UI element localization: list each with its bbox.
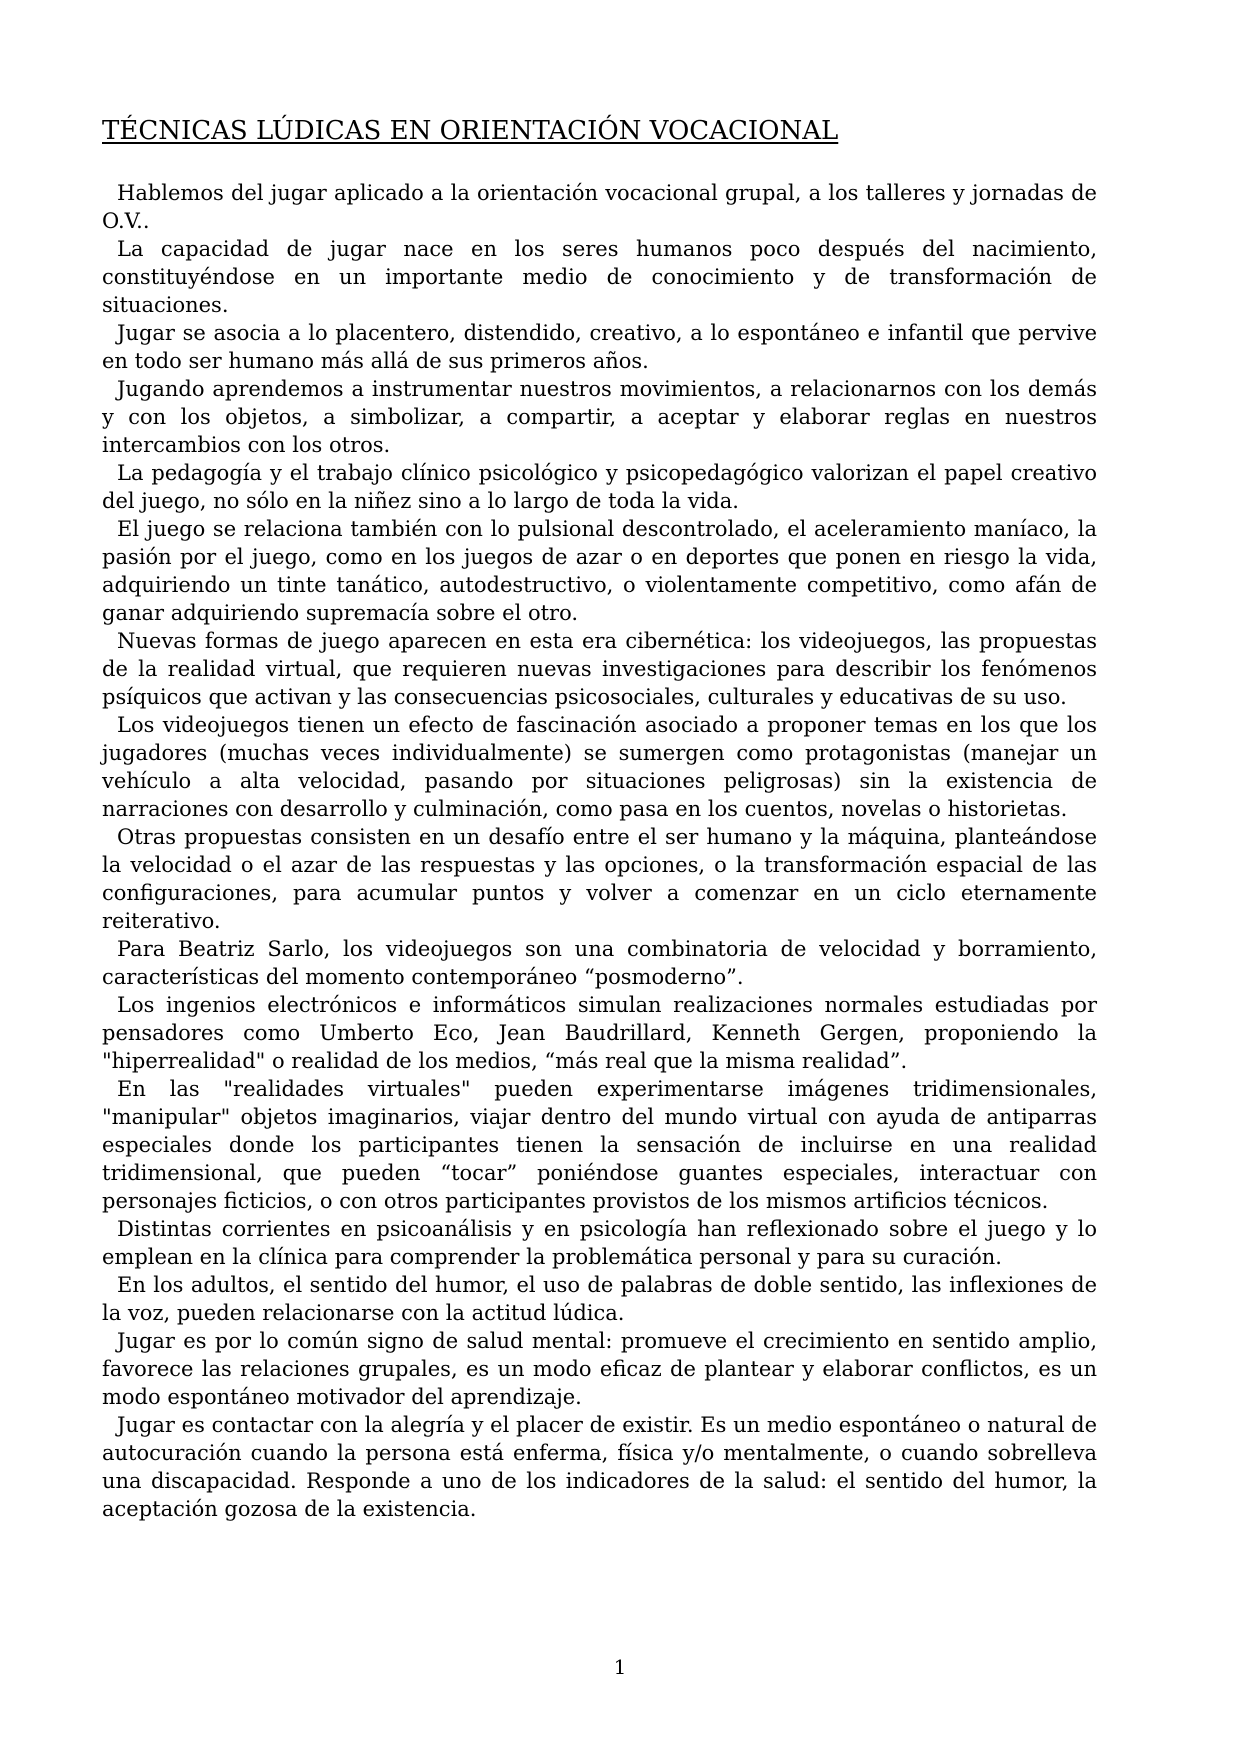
paragraph: Jugando aprendemos a instrumentar nuestros movimientos, a relacionarnos con los demás y con los objetos, a simbolizar, a compartir, a aceptar y elaborar reglas en nuestros intercambios con los otros. xyxy=(102,377,1097,457)
page-number: 1 xyxy=(613,1655,627,1679)
paragraph: En los adultos, el sentido del humor, el uso de palabras de doble sentido, las inflexiones de la voz, pueden relacionarse con la actitud lúdica. xyxy=(102,1273,1097,1325)
page-title: TÉCNICAS LÚDICAS EN ORIENTACIÓN VOCACIONAL xyxy=(102,116,839,146)
paragraph: En las "realidades virtuales" pueden experimentarse imágenes tridimensionales, "manipular" objetos imaginarios, viajar dentro del mundo virtual con ayuda de antiparras especiales donde los participantes tienen la sensación de incluirse en una realidad tridimensional, que pueden “tocar” poniéndose guantes especiales, interactuar con personajes ficticios, o con otros participantes provistos de los mismos artificios técnicos. xyxy=(102,1077,1097,1213)
paragraph: Jugar es por lo común signo de salud mental: promueve el crecimiento en sentido amplio, favorece las relaciones grupales, es un modo eficaz de plantear y elaborar conflictos, es un modo espontáneo motivador del aprendizaje. xyxy=(102,1329,1097,1409)
paragraph: Distintas corrientes en psicoanálisis y en psicología han reflexionado sobre el juego y lo emplean en la clínica para comprender la problemática personal y para su curación. xyxy=(102,1217,1097,1269)
paragraph: Para Beatriz Sarlo, los videojuegos son una combinatoria de velocidad y borramiento, características del momento contemporáneo “posmoderno”. xyxy=(102,937,1097,989)
paragraph: El juego se relaciona también con lo pulsional descontrolado, el aceleramiento maníaco, la pasión por el juego, como en los juegos de azar o en deportes que ponen en riesgo la vida, adquiriendo un tinte tanático, autodestructivo, o violentamente competitivo, como afán de ganar adquiriendo supremacía sobre el otro. xyxy=(102,517,1097,625)
paragraph: Nuevas formas de juego aparecen en esta era cibernética: los videojuegos, las propuestas de la realidad virtual, que requieren nuevas investigaciones para describir los fenómenos psíquicos que activan y las consecuencias psicosociales, culturales y educativas de su uso. xyxy=(102,629,1097,709)
paragraph: La pedagogía y el trabajo clínico psicológico y psicopedagógico valorizan el papel creativo del juego, no sólo en la niñez sino a lo largo de toda la vida. xyxy=(102,461,1097,513)
paragraph: La capacidad de jugar nace en los seres humanos poco después del nacimiento, constituyéndose en un importante medio de conocimiento y de transformación de situaciones. xyxy=(102,237,1097,317)
paragraph: Los ingenios electrónicos e informáticos simulan realizaciones normales estudiadas por pensadores como Umberto Eco, Jean Baudrillard, Kenneth Gergen, proponiendo la "hiperrealidad" o realidad de los medios, “más real que la misma realidad”. xyxy=(102,993,1097,1073)
paragraph: Otras propuestas consisten en un desafío entre el ser humano y la máquina, planteándose la velocidad o el azar de las respuestas y las opciones, o la transformación espacial de las configuraciones, para acumular puntos y volver a comenzar en un ciclo eternamente reiterativo. xyxy=(102,825,1097,933)
paragraph: Hablemos del jugar aplicado a la orientación vocacional grupal, a los talleres y jornadas de O.V.. xyxy=(102,181,1097,233)
page-content xyxy=(102,116,1097,1523)
paragraph: Los videojuegos tienen un efecto de fascinación asociado a proponer temas en los que los jugadores (muchas veces individualmente) se sumergen como protagonistas (manejar un vehículo a alta velocidad, pasando por situaciones peligrosas) sin la existencia de narraciones con desarrollo y culminación, como pasa en los cuentos, novelas o historietas. xyxy=(102,713,1097,821)
paragraph: Jugar es contactar con la alegría y el placer de existir. Es un medio espontáneo o natural de autocuración cuando la persona está enferma, física y/o mentalmente, o cuando sobrelleva una discapacidad. Responde a uno de los indicadores de la salud: el sentido del humor, la aceptación gozosa de la existencia. xyxy=(102,1413,1097,1521)
paragraph: Jugar se asocia a lo placentero, distendido, creativo, a lo espontáneo e infantil que pervive en todo ser humano más allá de sus primeros años. xyxy=(102,321,1097,373)
document-body xyxy=(102,179,1097,1523)
